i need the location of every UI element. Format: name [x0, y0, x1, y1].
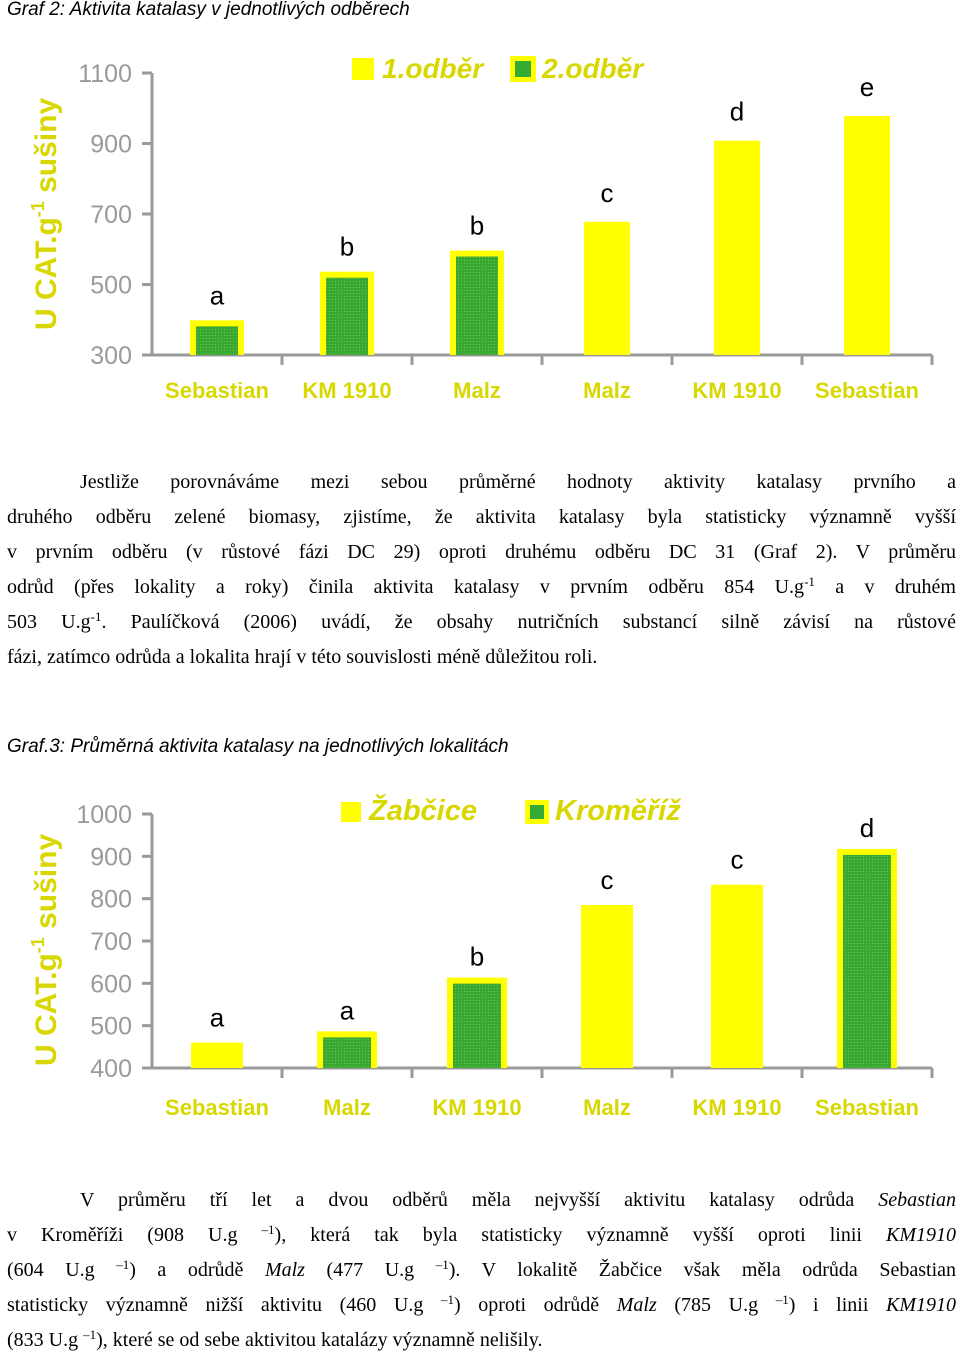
- legend-label-0: Žabčice: [369, 795, 477, 827]
- paragraph-2-line-5: [7, 1323, 956, 1358]
- category-label-3: Malz: [583, 1095, 631, 1120]
- y-axis-label: U $CAT.g^{-1}$ sušiny: [28, 833, 63, 1066]
- category-label-3: Malz: [583, 378, 631, 403]
- paragraph-1-line-6: fázi, zatímco odrůda a lokalita hrají v této souvislosti méně důležitou roli.: [7, 646, 598, 668]
- p1-l4b: a v druhém: [814, 576, 956, 598]
- category-label-5: Sebastian: [815, 1095, 919, 1120]
- p2-l1b: Sebastian: [878, 1189, 956, 1211]
- p2-l4a: statisticky významně nižší aktivitu (460 U.g: [7, 1294, 441, 1316]
- significance-letter-1: a: [339, 995, 355, 1026]
- y-tick-label-1: 500: [90, 271, 132, 300]
- bar-5: [843, 855, 891, 1068]
- bar-1: [326, 278, 368, 355]
- legend-label-0: 1.odběr: [382, 53, 484, 84]
- significance-letter-5: d: [859, 812, 875, 843]
- significance-letter-4: c: [730, 844, 744, 875]
- significance-letter-2: b: [469, 210, 485, 241]
- significance-letter-1: b: [339, 231, 355, 262]
- chart2-bar-chart: [0, 770, 960, 1150]
- p2-l1a: V průměru tří let a dvou odběrů měla nejvyšší aktivitu katalasy odrůda: [80, 1189, 879, 1211]
- bar-1: [323, 1037, 371, 1068]
- paragraph-1-line-1: Jestliže porovnáváme mezi sebou průměrné hodnoty aktivity katalasy prvního a: [80, 471, 956, 493]
- p1-l5a: 503 U.g: [7, 611, 91, 633]
- p2-l3e: ). V lokalitě Žabčice však měla odrůda Sebastian: [448, 1259, 957, 1281]
- p1-l5b: . Paulíčková (2006) uvádí, že obsahy nutričních substancí silně závisí na růstové: [101, 611, 956, 633]
- paragraph-2-line-1: [7, 1183, 956, 1218]
- paragraph-1-line-4: [7, 570, 956, 605]
- category-label-2: Malz: [453, 378, 501, 403]
- bar-3: [584, 222, 630, 355]
- y-tick-label-3: 900: [90, 130, 132, 159]
- p2-l3d: (477 U.g: [304, 1259, 436, 1281]
- paragraph-1-line-2: druhého odběru zelené biomasy, zjistíme, že aktivita katalasy byla statisticky významně vyšší: [7, 506, 956, 528]
- p2-l3sup2: –1: [435, 1257, 449, 1272]
- chart1-bar-chart: [0, 0, 960, 420]
- p2-l4sup: –1: [440, 1292, 454, 1307]
- p2-l5b: ), které se od sebe aktivitou katalázy významně nelišily.: [96, 1329, 543, 1351]
- category-label-2: KM 1910: [432, 1095, 522, 1120]
- paragraph-2-line-2: [7, 1218, 956, 1253]
- significance-letter-5: e: [859, 72, 875, 103]
- p2-l4d: (785 U.g: [656, 1294, 776, 1316]
- paragraph-1-line-5: [7, 605, 956, 640]
- legend-swatch-1: [530, 805, 544, 819]
- significance-letter-0: a: [209, 1002, 225, 1033]
- chart2-title: Graf.3: Průměrná aktivita katalasy na jednotlivých lokalitách: [7, 736, 509, 757]
- y-axis-label: U $CAT.g^{-1}$ sušiny: [28, 97, 63, 330]
- legend-swatch-1: [515, 61, 531, 77]
- p2-l3a: (604 U.g: [7, 1259, 117, 1281]
- p2-l3c: Malz: [264, 1259, 305, 1281]
- bar-0: [196, 326, 238, 355]
- p2-l5sup: –1: [83, 1327, 97, 1342]
- paragraph-1: [7, 465, 956, 675]
- p2-l3sup: –1: [116, 1257, 130, 1272]
- p2-l3b: ) a odrůdě: [129, 1259, 265, 1281]
- y-tick-label-4: 1100: [78, 60, 132, 88]
- category-label-0: Sebastian: [165, 1095, 269, 1120]
- y-tick-label-5: 900: [90, 843, 132, 872]
- bar-5: [844, 116, 890, 355]
- category-label-5: Sebastian: [815, 378, 919, 403]
- bar-2: [453, 984, 501, 1068]
- p2-l2sup: –1: [261, 1222, 275, 1237]
- p1-l4a: odrůd (přes lokality a roky) činila aktivita katalasy v prvním odběru 854 U.g: [7, 576, 805, 598]
- legend-swatch-0: [341, 802, 361, 822]
- p1-l4sup: -1: [804, 574, 815, 589]
- significance-letter-3: c: [600, 177, 614, 208]
- bar-4: [711, 885, 763, 1068]
- paragraph-2-line-4: [7, 1288, 956, 1323]
- bar-2: [456, 257, 498, 355]
- category-label-0: Sebastian: [165, 378, 269, 403]
- paragraph-2: [7, 1183, 956, 1358]
- category-label-1: Malz: [323, 1095, 371, 1120]
- p2-l4f: KM1910: [886, 1294, 956, 1316]
- y-tick-label-0: 300: [90, 342, 132, 370]
- p1-l5sup: -1: [90, 609, 102, 624]
- p2-l2c: KM1910: [886, 1224, 956, 1246]
- significance-letter-3: c: [600, 865, 614, 896]
- y-tick-label-3: 700: [90, 928, 132, 956]
- paragraph-2-line-3: [7, 1253, 956, 1288]
- chart1-title: Graf 2: Aktivita katalasy v jednotlivých odběrech: [7, 0, 410, 20]
- y-tick-label-0: 400: [90, 1055, 132, 1083]
- p2-l4c: Malz: [616, 1294, 657, 1316]
- y-tick-label-6: 1000: [76, 801, 132, 829]
- legend-swatch-0: [352, 58, 374, 80]
- category-label-4: KM 1910: [692, 378, 782, 403]
- category-label-4: KM 1910: [692, 1095, 782, 1120]
- legend-label-1: Kroměříž: [555, 795, 681, 827]
- significance-letter-2: b: [469, 941, 485, 972]
- p2-l4e: ) i linii: [788, 1294, 886, 1316]
- bar-3: [581, 905, 633, 1068]
- p2-l5a: (833 U.g: [7, 1329, 84, 1351]
- p2-l2a: v Kroměříži (908 U.g: [7, 1224, 262, 1246]
- legend-label-1: 2.odběr: [542, 53, 644, 84]
- p2-l4sup2: –1: [775, 1292, 789, 1307]
- bar-0: [191, 1043, 243, 1068]
- p2-l2b: ), která tak byla statisticky významně vyšší oproti linii: [274, 1224, 886, 1246]
- y-tick-label-2: 600: [90, 970, 132, 999]
- y-tick-label-1: 500: [90, 1012, 132, 1041]
- category-label-1: KM 1910: [302, 378, 392, 403]
- p2-l4b: ) oproti odrůdě: [453, 1294, 617, 1316]
- significance-letter-4: d: [729, 96, 745, 127]
- y-tick-label-2: 700: [90, 201, 132, 229]
- y-tick-label-4: 800: [90, 885, 132, 914]
- bar-4: [714, 141, 760, 355]
- significance-letter-0: a: [209, 280, 225, 311]
- paragraph-1-line-3: v prvním odběru (v růstové fázi DC 29) oproti druhému odběru DC 31 (Graf 2). V průměru: [7, 541, 956, 563]
